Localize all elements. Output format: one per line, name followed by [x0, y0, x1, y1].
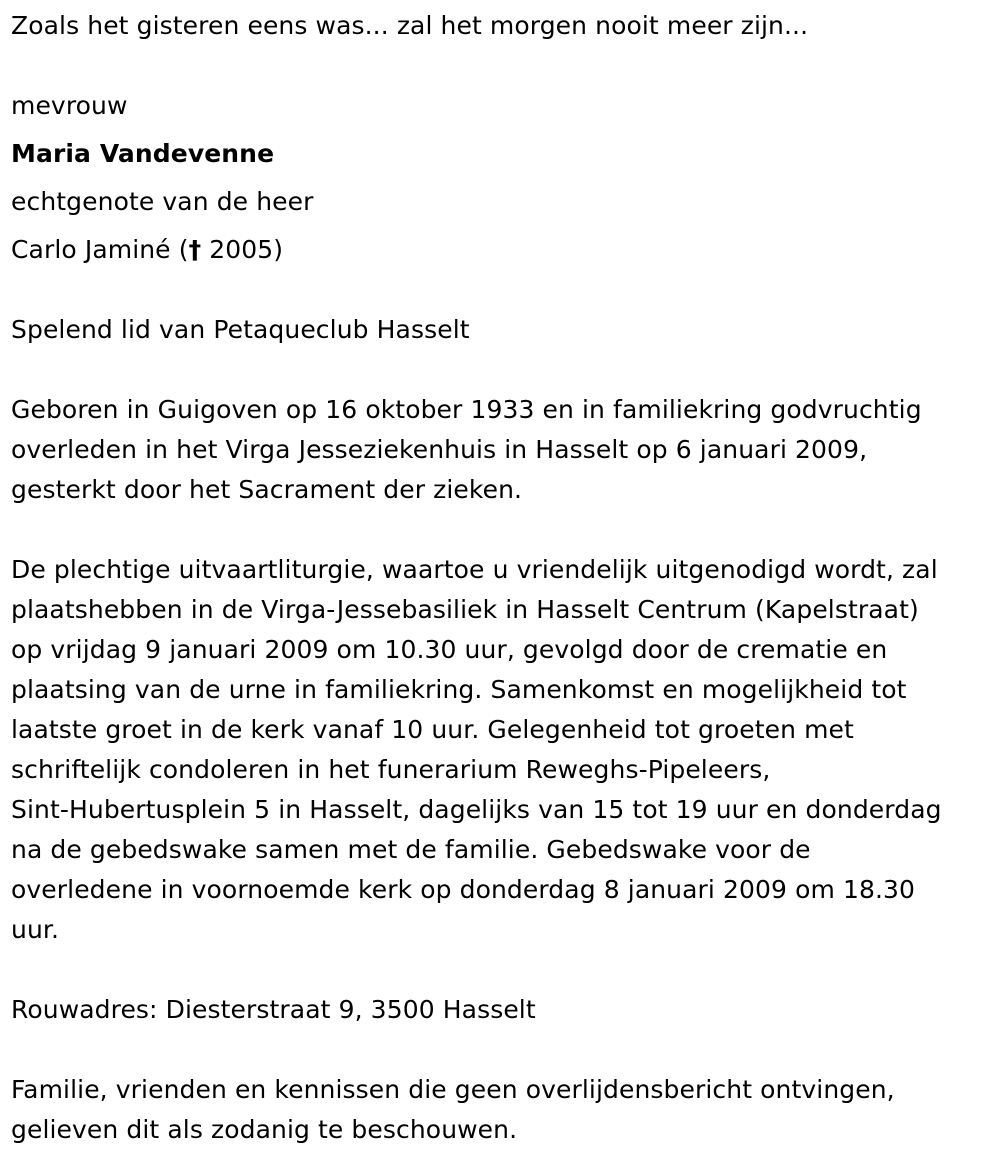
paragraph-line: gelieven dit als zodanig te beschouwen.: [11, 1115, 518, 1144]
closing-paragraph: [11, 1070, 996, 1150]
paragraph-line: plaatshebben in de Virga-Jessebasiliek in Hasselt Centrum (Kapelstraat): [11, 595, 919, 624]
paragraph-line: op vrijdag 9 januari 2009 om 10.30 uur, gevolgd door de crematie en: [11, 635, 888, 664]
deceased-name: Maria Vandevenne: [11, 139, 275, 168]
cross-icon: †: [188, 235, 202, 264]
mourning-address-text: Rouwadres: Diesterstraat 9, 3500 Hasselt: [11, 995, 536, 1024]
paragraph-line: De plechtige uitvaartliturgie, waartoe u vriendelijk uitgenodigd wordt, zal: [11, 555, 938, 584]
paragraph-line: Familie, vrienden en kennissen die geen overlijdensbericht ontvingen,: [11, 1075, 895, 1104]
birth-death-paragraph: [11, 390, 996, 510]
paragraph-line: Geboren in Guigoven op 16 oktober 1933 en in familiekring godvruchtig: [11, 395, 922, 424]
membership: Spelend lid van Petaqueclub Hasselt: [11, 315, 470, 344]
paragraph-line: plaatsing van de urne in familiekring. Samenkomst en mogelijkheid tot: [11, 675, 907, 704]
paragraph-line: overleden in het Virga Jesseziekenhuis in Hasselt op 6 januari 2009,: [11, 435, 868, 464]
spouse-name: Carlo Jaminé: [11, 235, 171, 264]
paragraph-line: na de gebedswake samen met de familie. Gebedswake voor de: [11, 835, 811, 864]
paragraph-line: laatste groet in de kerk vanaf 10 uur. Gelegenheid tot groeten met: [11, 715, 854, 744]
deceased-title: mevrouw: [11, 91, 128, 120]
paragraph-line: gesterkt door het Sacrament der zieken.: [11, 475, 523, 504]
motto: Zoals het gisteren eens was... zal het morgen nooit meer zijn...: [11, 11, 809, 40]
spouse-death-year: 2005: [209, 235, 274, 264]
mourning-address: [11, 990, 996, 1030]
spouse-line: Carlo Jaminé († 2005): [11, 235, 284, 264]
spouse-relation: echtgenote van de heer: [11, 187, 314, 216]
paragraph-line: uur.: [11, 915, 60, 944]
paragraph-line: Sint-Hubertusplein 5 in Hasselt, dagelijks van 15 tot 19 uur en donderdag: [11, 795, 942, 824]
paragraph-line: schriftelijk condoleren in het funerarium Reweghs-Pipeleers,: [11, 755, 771, 784]
funeral-paragraph: [11, 550, 996, 950]
paragraph-line: overledene in voornoemde kerk op donderdag 8 januari 2009 om 18.30: [11, 875, 916, 904]
